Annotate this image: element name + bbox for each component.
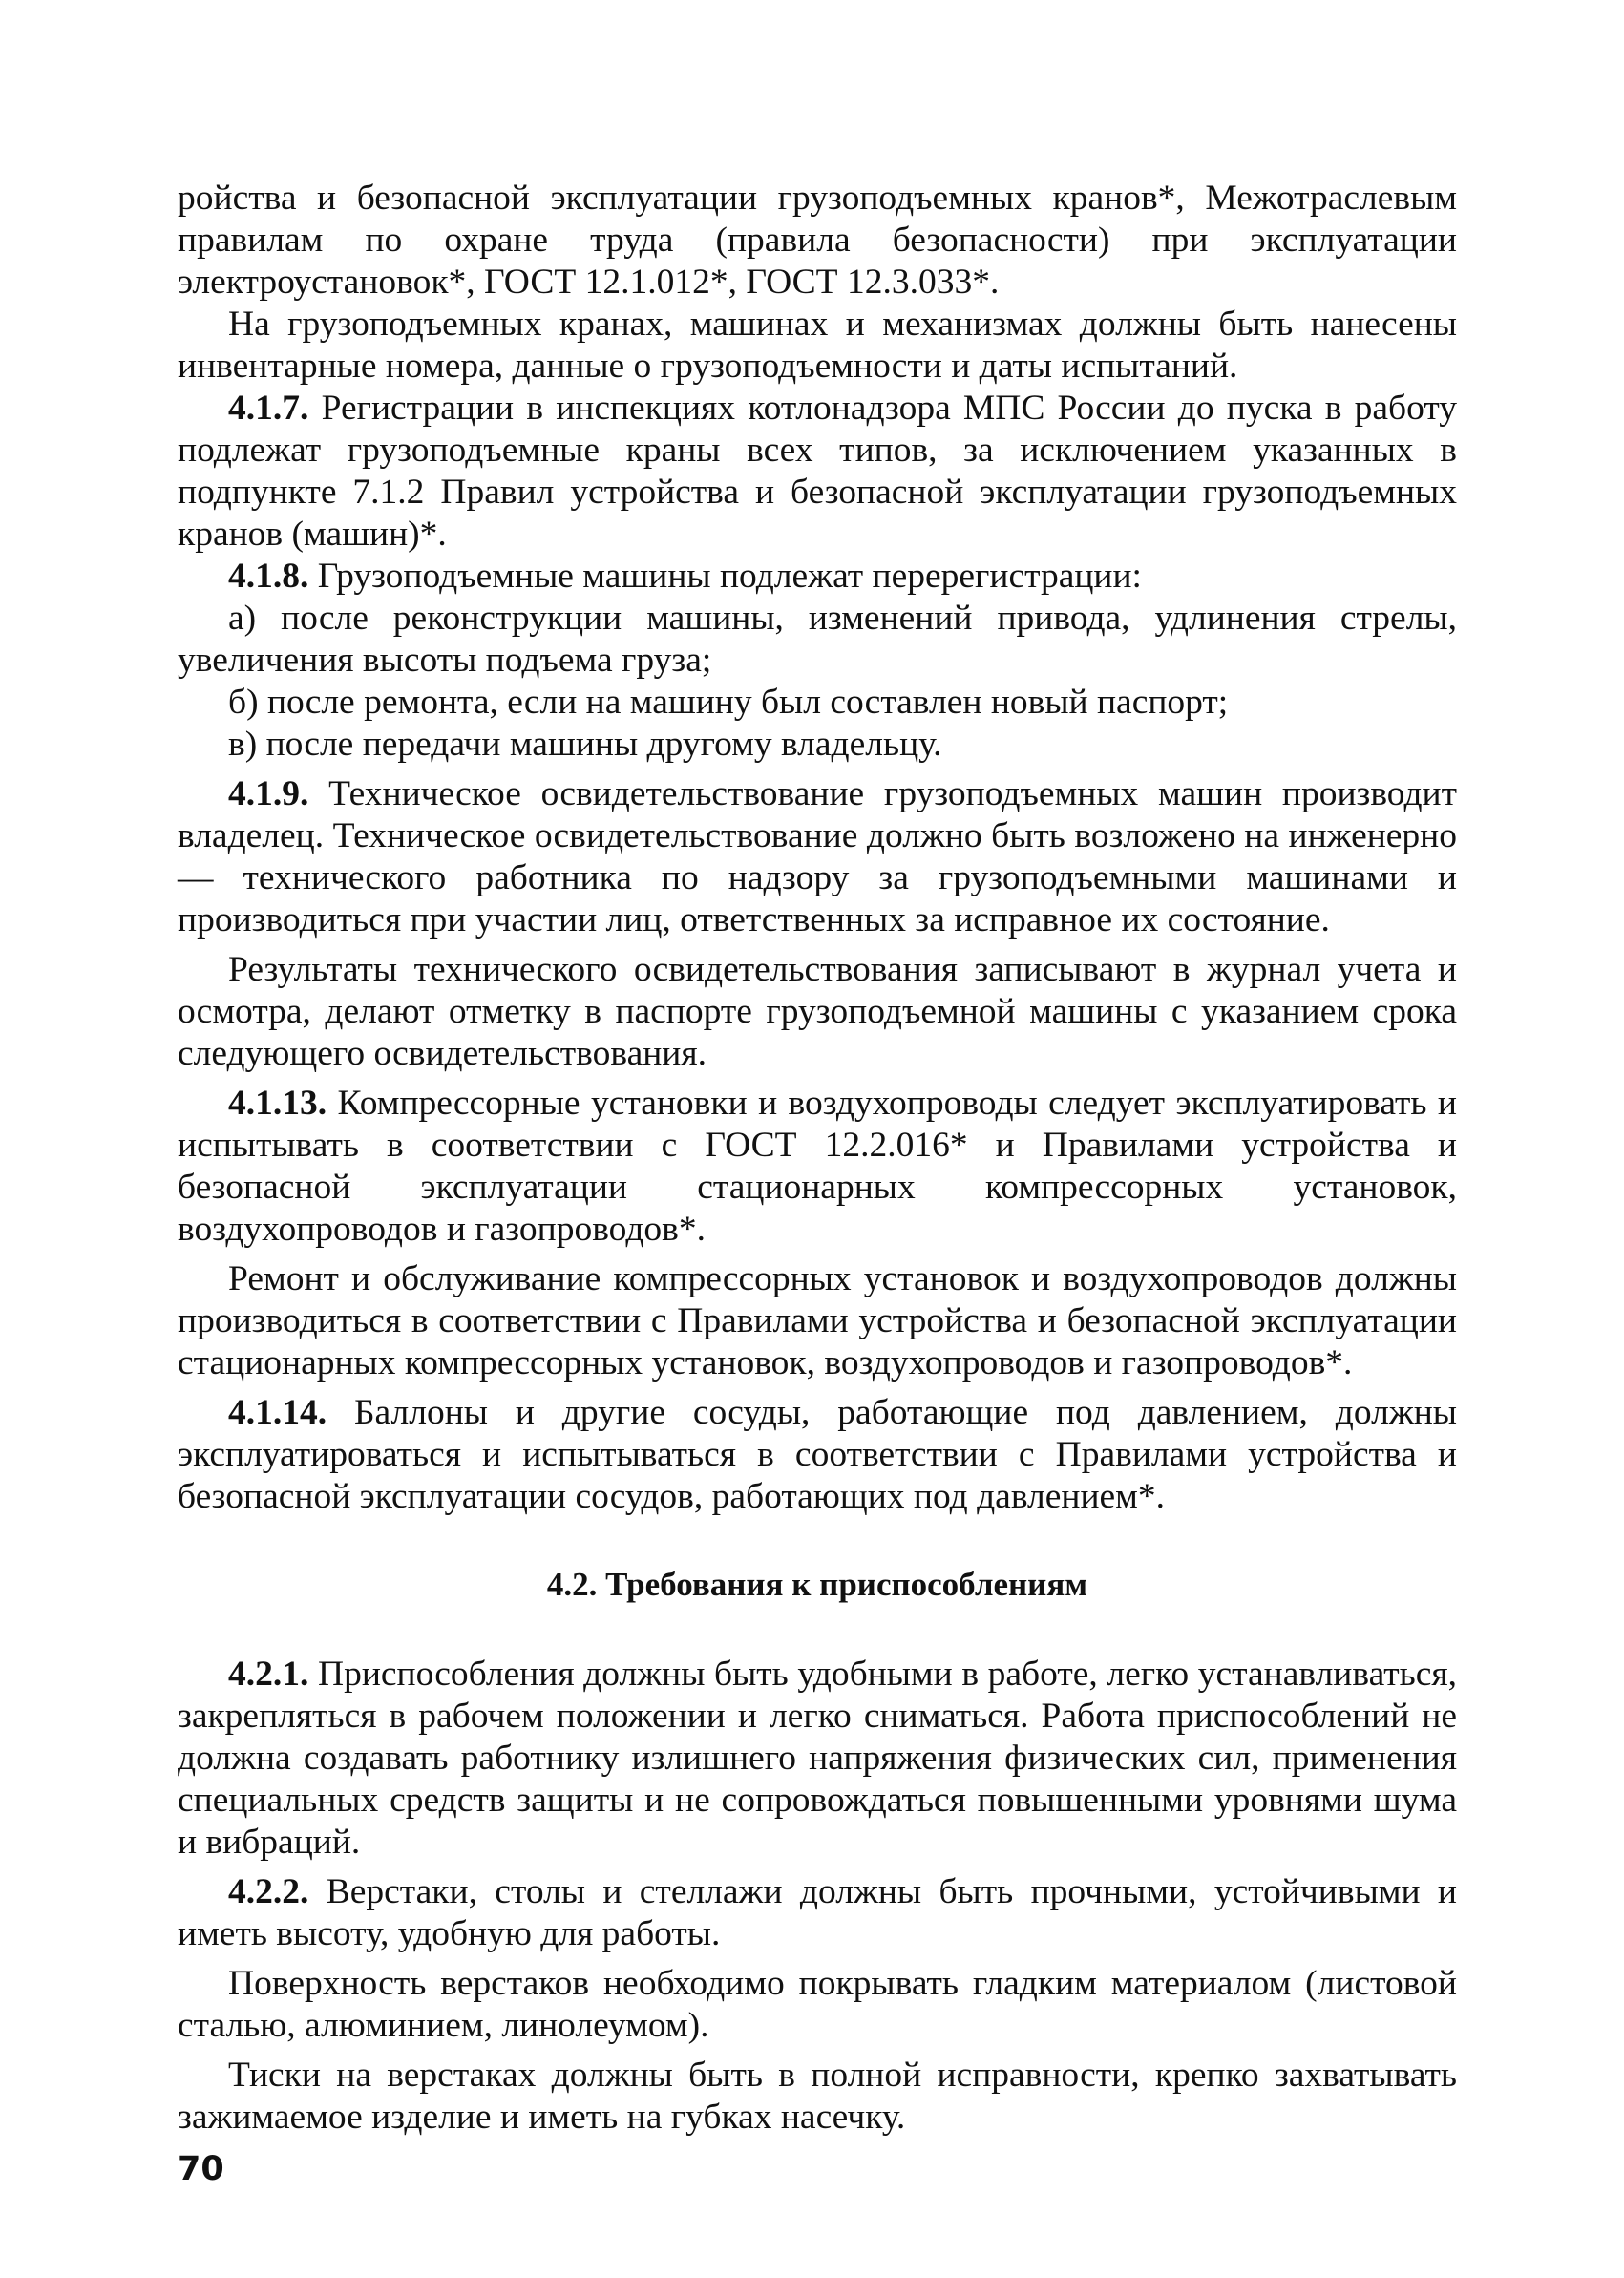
clause-4-2-1	[178, 1654, 1457, 1864]
paragraph-text: Поверхность верстаков необходимо покрывать гладким материалом (листовой сталью, алюминием, линолеумом).	[178, 1964, 1457, 2045]
clause-4-1-14	[178, 1392, 1457, 1518]
list-item-text: б) после ремонта, если на машину был составлен новый паспорт;	[228, 683, 1229, 722]
clause-number: 4.2.1.	[228, 1655, 309, 1694]
clause-number: 4.1.14.	[228, 1393, 327, 1432]
page-number: 70	[178, 2150, 224, 2188]
list-item-text: а) после реконструкции машины, изменений привода, удлинения стрелы, увеличения высоты подъема груза;	[178, 599, 1457, 680]
paragraph-workbench-surface	[178, 1963, 1457, 2047]
clause-number: 4.2.2.	[228, 1872, 309, 1911]
clause-4-1-13	[178, 1083, 1457, 1251]
paragraph-vise	[178, 2055, 1457, 2139]
paragraph-text: ройства и безопасной эксплуатации грузоподъемных кранов*, Межотраслевым правилам по охране труда (правила безопасности) при эксплуатации электроустановок*, ГОСТ 12.1.012*, ГОСТ 12.3.033*.	[178, 179, 1457, 302]
clause-4-1-8	[178, 556, 1457, 598]
list-item-v	[178, 724, 1457, 766]
clause-text: Грузоподъемные машины подлежат перерегистрации:	[317, 557, 1142, 596]
list-item-text: в) после передачи машины другому владельцу.	[228, 725, 942, 764]
clause-number: 4.1.13.	[228, 1084, 327, 1123]
clause-number: 4.1.8.	[228, 557, 309, 596]
clause-text: Приспособления должны быть удобными в работе, легко устанавливаться, закрепляться в рабочем положении и легко сниматься. Работа приспособлений не должна создавать работнику излишнего напряжения физических сил, применения специальных средств защиты и не сопровождаться повышенными уровнями шума и вибраций.	[178, 1655, 1458, 1862]
clause-number: 4.1.9.	[228, 774, 309, 813]
clause-text: Техническое освидетельствование грузоподъемных машин производит владелец. Техническое освидетельствование должно быть возложено на инженерно — технического работника по надзору за грузоподъемными машинами и производиться при участии лиц, ответственных за исправное их состояние.	[178, 774, 1457, 939]
clause-text: Регистрации в инспекциях котлонадзора МПС России до пуска в работу подлежат грузоподъемные краны всех типов, за исключением указанных в подпункте 7.1.2 Правил устройства и безопасной эксплуатации грузоподъемных кранов (машин)*.	[178, 389, 1458, 554]
clause-text: Верстаки, столы и стеллажи должны быть прочными, устойчивыми и иметь высоту, удобную для работы.	[178, 1872, 1457, 1953]
clause-4-2-2	[178, 1871, 1457, 1955]
clause-4-1-9	[178, 773, 1457, 941]
list-item-b	[178, 682, 1457, 724]
clause-4-1-7	[178, 388, 1457, 556]
list-item-a	[178, 598, 1457, 682]
paragraph-inspection-results	[178, 949, 1457, 1075]
paragraph-text: Ремонт и обслуживание компрессорных установок и воздухопроводов должны производиться в соответствии с Правилами устройства и безопасной эксплуатации стационарных компрессорных установок, воздухопроводов и газопроводов*.	[178, 1259, 1457, 1382]
clause-number: 4.1.7.	[228, 389, 309, 428]
paragraph-continuation	[178, 178, 1457, 304]
clause-text: Баллоны и другие сосуды, работающие под давлением, должны эксплуатироваться и испытываться в соответствии с Правилами устройства и безопасной эксплуатации сосудов, работающих под давлением*.	[178, 1393, 1457, 1516]
paragraph-text: На грузоподъемных кранах, машинах и механизмах должны быть нанесены инвентарные номера, данные о грузоподъемности и даты испытаний.	[178, 305, 1457, 386]
paragraph-repair-maintenance	[178, 1258, 1457, 1384]
section-heading: 4.2. Требования к приспособлениям	[546, 1566, 1088, 1603]
paragraph-text: Результаты технического освидетельствования записывают в журнал учета и осмотра, делают отметку в паспорте грузоподъемной машины с указанием срока следующего освидетельствования.	[178, 950, 1457, 1073]
document-page	[178, 178, 1457, 2190]
paragraph-inventory-numbers	[178, 304, 1457, 388]
paragraph-text: Тиски на верстаках должны быть в полной исправности, крепко захватывать зажимаемое изделие и иметь на губках насечку.	[178, 2056, 1457, 2137]
clause-text: Компрессорные установки и воздухопроводы следует эксплуатировать и испытывать в соответствии с ГОСТ 12.2.016* и Правилами устройства и безопасной эксплуатации стационарных компрессорных установок, воздухопроводов и газопроводов*.	[178, 1084, 1458, 1249]
